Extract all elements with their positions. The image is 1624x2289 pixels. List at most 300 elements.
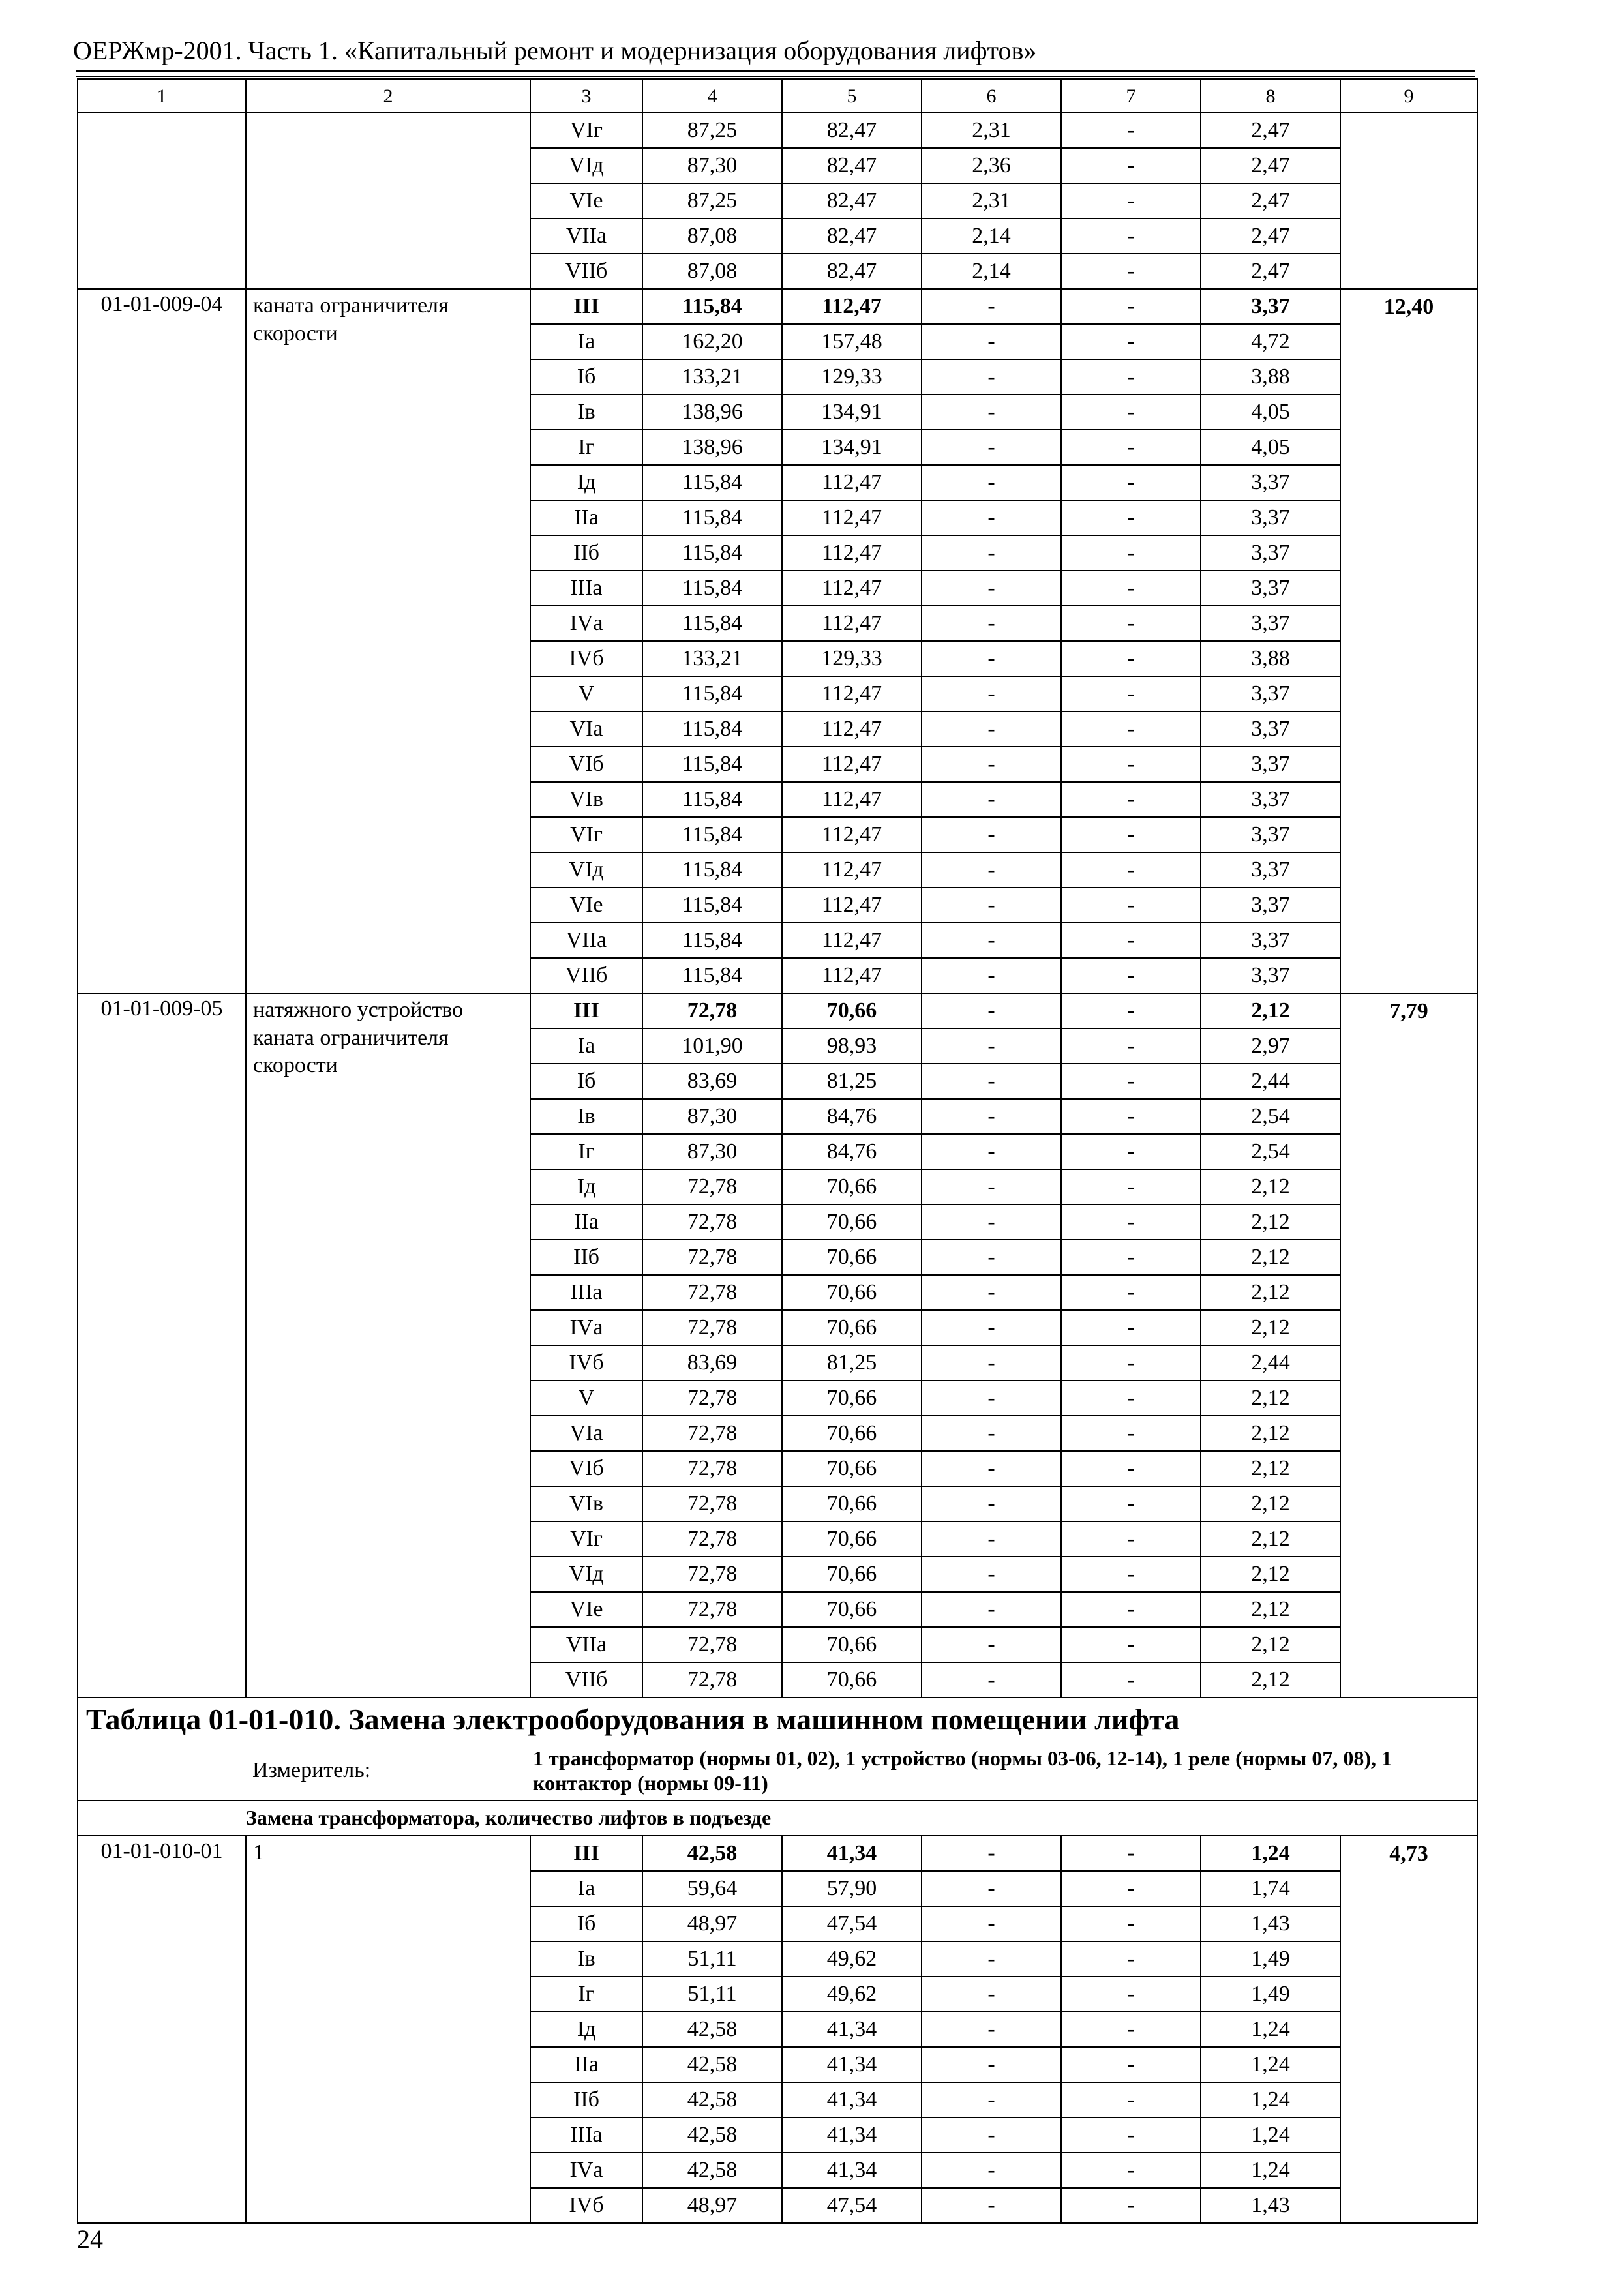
cell-c6: - (922, 1836, 1061, 1871)
cell-c5: 82,47 (782, 183, 922, 218)
column-number: 4 (642, 79, 782, 113)
cell-c8: 2,47 (1201, 183, 1340, 218)
cell-c4: 87,30 (642, 148, 782, 183)
cell-c4: 59,64 (642, 1871, 782, 1906)
cell-c7: - (1061, 747, 1201, 782)
cell-c5: 70,66 (782, 1204, 922, 1240)
cell-c4: 87,30 (642, 1099, 782, 1134)
cell-c4: 72,78 (642, 1451, 782, 1486)
cell-c3: Iа (530, 1871, 642, 1906)
cell-c7: - (1061, 254, 1201, 289)
cell-c5: 82,47 (782, 113, 922, 148)
cell-c7: - (1061, 606, 1201, 641)
cell-c7: - (1061, 817, 1201, 852)
norm-code: 01-01-009-04 (78, 289, 246, 993)
cell-c3: Iг (530, 430, 642, 465)
cell-c8: 2,44 (1201, 1345, 1340, 1381)
norms-table (77, 78, 1478, 2224)
cell-c7: - (1061, 852, 1201, 888)
cell-c5: 157,48 (782, 324, 922, 359)
column-number: 5 (782, 79, 922, 113)
cell-c3: IIа (530, 500, 642, 535)
cell-c8: 4,05 (1201, 395, 1340, 430)
cell-c5: 70,66 (782, 1662, 922, 1698)
cell-c5: 41,34 (782, 2047, 922, 2082)
cell-c4: 42,58 (642, 2047, 782, 2082)
table-row (78, 993, 1477, 1028)
cell-c5: 41,34 (782, 2153, 922, 2188)
cell-c7: - (1061, 430, 1201, 465)
cell-c7: - (1061, 1906, 1201, 1941)
cell-c7: - (1061, 1064, 1201, 1099)
cell-c5: 47,54 (782, 2188, 922, 2223)
norm-code: 01-01-009-05 (78, 993, 246, 1698)
cell-c4: 72,78 (642, 1381, 782, 1416)
cell-c4: 115,84 (642, 958, 782, 993)
cell-c3: V (530, 676, 642, 711)
cell-c7: - (1061, 1836, 1201, 1871)
cell-c4: 133,21 (642, 641, 782, 676)
cell-c3: VIг (530, 817, 642, 852)
cell-c6: - (922, 1941, 1061, 1977)
cell-c8: 2,12 (1201, 1627, 1340, 1662)
column-number: 7 (1061, 79, 1201, 113)
cell-c4: 115,84 (642, 535, 782, 571)
cell-c4: 48,97 (642, 1906, 782, 1941)
meter-row (78, 1741, 1477, 1801)
cell-c5: 112,47 (782, 571, 922, 606)
cell-c8: 3,37 (1201, 852, 1340, 888)
cell-c3: Iг (530, 1977, 642, 2012)
cell-c3: VIа (530, 711, 642, 747)
cell-c8: 2,97 (1201, 1028, 1340, 1064)
cell-c7: - (1061, 535, 1201, 571)
cell-c5: 41,34 (782, 2012, 922, 2047)
cell-c8: 3,88 (1201, 641, 1340, 676)
cell-c8: 1,24 (1201, 2012, 1340, 2047)
cell-c5: 112,47 (782, 711, 922, 747)
cell-c4: 72,78 (642, 1627, 782, 1662)
cell-c4: 115,84 (642, 606, 782, 641)
cell-c3: VIIа (530, 1627, 642, 1662)
cell-c6: - (922, 888, 1061, 923)
cell-c6: - (922, 923, 1061, 958)
cell-c5: 70,66 (782, 1169, 922, 1204)
cell-c8: 2,12 (1201, 1557, 1340, 1592)
cell-c6: - (922, 782, 1061, 817)
cell-c4: 115,84 (642, 676, 782, 711)
table-row (78, 1836, 1477, 1871)
cell-c6: - (922, 1275, 1061, 1310)
cell-c3: VIа (530, 1416, 642, 1451)
cell-c6: - (922, 2117, 1061, 2153)
cell-c3: VIIб (530, 1662, 642, 1698)
cell-c6: - (922, 1977, 1061, 2012)
column-number: 2 (246, 79, 530, 113)
meter-spacer (78, 1741, 246, 1801)
cell-c4: 101,90 (642, 1028, 782, 1064)
cell-c7: - (1061, 1134, 1201, 1169)
cell-c4: 87,25 (642, 183, 782, 218)
cell-c3: Iг (530, 1134, 642, 1169)
cell-c3: Iа (530, 1028, 642, 1064)
cell-c4: 138,96 (642, 395, 782, 430)
cell-c5: 82,47 (782, 254, 922, 289)
cell-c7: - (1061, 1204, 1201, 1240)
cell-c5: 112,47 (782, 852, 922, 888)
cell-c7: - (1061, 923, 1201, 958)
cell-c3: VIIб (530, 254, 642, 289)
table-row (78, 113, 1477, 148)
cell-c3: VIг (530, 1521, 642, 1557)
cell-c5: 41,34 (782, 2082, 922, 2117)
cell-c8: 1,49 (1201, 1941, 1340, 1977)
cell-c8: 3,37 (1201, 958, 1340, 993)
cell-c4: 115,84 (642, 289, 782, 324)
cell-c5: 70,66 (782, 993, 922, 1028)
cell-c4: 72,78 (642, 1169, 782, 1204)
cell-c8: 1,43 (1201, 1906, 1340, 1941)
cell-c4: 72,78 (642, 1592, 782, 1627)
cell-c4: 42,58 (642, 2082, 782, 2117)
cell-c8: 2,47 (1201, 254, 1340, 289)
cell-c5: 112,47 (782, 817, 922, 852)
cell-c6: - (922, 1099, 1061, 1134)
cell-c7: - (1061, 1381, 1201, 1416)
cell-c3: VIе (530, 1592, 642, 1627)
cell-c5: 70,66 (782, 1592, 922, 1627)
cell-c8: 2,12 (1201, 1662, 1340, 1698)
cell-c6: - (922, 500, 1061, 535)
cell-c7: - (1061, 1871, 1201, 1906)
cell-c6: 2,36 (922, 148, 1061, 183)
cell-c6: - (922, 535, 1061, 571)
cell-c5: 57,90 (782, 1871, 922, 1906)
cell-c4: 42,58 (642, 2153, 782, 2188)
cell-c6: - (922, 1871, 1061, 1906)
cell-c7: - (1061, 1099, 1201, 1134)
cell-c8: 2,12 (1201, 1416, 1340, 1451)
cell-c7: - (1061, 641, 1201, 676)
table-title-row (78, 1698, 1477, 1741)
cell-c5: 47,54 (782, 1906, 922, 1941)
cell-c7: - (1061, 1486, 1201, 1521)
cell-c7: - (1061, 2012, 1201, 2047)
cell-c7: - (1061, 782, 1201, 817)
cell-c3: IIа (530, 2047, 642, 2082)
cell-c3: V (530, 1381, 642, 1416)
cell-c5: 112,47 (782, 923, 922, 958)
cell-c5: 49,62 (782, 1977, 922, 2012)
cell-c6: - (922, 1906, 1061, 1941)
cell-c7: - (1061, 571, 1201, 606)
cell-c5: 112,47 (782, 289, 922, 324)
cell-c3: IIа (530, 1204, 642, 1240)
cell-c5: 84,76 (782, 1099, 922, 1134)
cell-c3: IIб (530, 1240, 642, 1275)
cell-c8: 3,37 (1201, 289, 1340, 324)
cell-c8: 4,72 (1201, 324, 1340, 359)
cell-c7: - (1061, 113, 1201, 148)
cell-c8: 1,24 (1201, 2117, 1340, 2153)
cell-c6: - (922, 395, 1061, 430)
cell-c3: III (530, 289, 642, 324)
cell-c5: 41,34 (782, 2117, 922, 2153)
cell-c3: VIд (530, 148, 642, 183)
cell-c6: - (922, 676, 1061, 711)
section-spacer (78, 1801, 246, 1836)
cell-c5: 81,25 (782, 1064, 922, 1099)
cell-c8: 2,12 (1201, 1275, 1340, 1310)
cell-c5: 70,66 (782, 1521, 922, 1557)
cell-c8: 3,37 (1201, 606, 1340, 641)
cell-c6: - (922, 606, 1061, 641)
cell-c4: 115,84 (642, 782, 782, 817)
cell-c8: 2,12 (1201, 1521, 1340, 1557)
norm-description: натяжного устройство каната ограничителя скорости (246, 993, 530, 1698)
cell-c6: - (922, 1557, 1061, 1592)
cell-c5: 49,62 (782, 1941, 922, 1977)
cell-c5: 129,33 (782, 641, 922, 676)
meter-text: 1 трансформатор (нормы 01, 02), 1 устройство (нормы 03-06, 12-14), 1 реле (нормы 07, 08), 1 контактор (нормы 09-11) (530, 1741, 1477, 1801)
cell-c8: 1,24 (1201, 1836, 1340, 1871)
cell-c4: 87,08 (642, 218, 782, 254)
cell-c8: 3,37 (1201, 465, 1340, 500)
cell-c3: IVб (530, 641, 642, 676)
column-number: 1 (78, 79, 246, 113)
cell-c6: - (922, 1310, 1061, 1345)
cell-c3: IIIа (530, 1275, 642, 1310)
cell-c8: 2,12 (1201, 1310, 1340, 1345)
cell-c8: 3,37 (1201, 747, 1340, 782)
norm-code: 01-01-010-01 (78, 1836, 246, 2223)
cell-c7: - (1061, 395, 1201, 430)
cell-c6: - (922, 359, 1061, 395)
cell-c6: - (922, 1064, 1061, 1099)
cell-c8: 2,12 (1201, 1240, 1340, 1275)
cell-c5: 82,47 (782, 218, 922, 254)
cell-c6: - (922, 993, 1061, 1028)
cell-c5: 70,66 (782, 1275, 922, 1310)
cell-c8: 1,49 (1201, 1977, 1340, 2012)
cell-c3: VIв (530, 782, 642, 817)
cell-c7: - (1061, 711, 1201, 747)
norm-total: 12,40 (1340, 289, 1477, 993)
cell-c5: 70,66 (782, 1310, 922, 1345)
cell-c8: 3,37 (1201, 711, 1340, 747)
norm-total: 4,73 (1340, 1836, 1477, 2223)
cell-c5: 129,33 (782, 359, 922, 395)
cell-c4: 115,84 (642, 571, 782, 606)
cell-c4: 162,20 (642, 324, 782, 359)
cell-c7: - (1061, 218, 1201, 254)
cell-c7: - (1061, 1521, 1201, 1557)
cell-c3: Iд (530, 2012, 642, 2047)
cell-c8: 3,37 (1201, 888, 1340, 923)
cell-c6: - (922, 1451, 1061, 1486)
cell-c3: Iв (530, 1941, 642, 1977)
cell-c6: - (922, 817, 1061, 852)
cell-c4: 87,08 (642, 254, 782, 289)
cell-c3: VIб (530, 1451, 642, 1486)
cell-c4: 83,69 (642, 1345, 782, 1381)
cell-c6: - (922, 571, 1061, 606)
meter-label: Измеритель: (246, 1741, 530, 1801)
cell-c6: - (922, 430, 1061, 465)
cell-c7: - (1061, 1557, 1201, 1592)
cell-c5: 70,66 (782, 1381, 922, 1416)
cell-c4: 133,21 (642, 359, 782, 395)
cell-c6: - (922, 1592, 1061, 1627)
cell-c4: 51,11 (642, 1941, 782, 1977)
cell-c6: - (922, 1627, 1061, 1662)
cell-c7: - (1061, 1240, 1201, 1275)
cell-c4: 42,58 (642, 2012, 782, 2047)
cell-c6: - (922, 711, 1061, 747)
cell-c5: 70,66 (782, 1627, 922, 1662)
cell-c4: 72,78 (642, 1521, 782, 1557)
cell-c6: - (922, 2047, 1061, 2082)
cell-c5: 112,47 (782, 606, 922, 641)
cell-c3: IVа (530, 606, 642, 641)
cell-c6: - (922, 958, 1061, 993)
cell-c3: IIб (530, 535, 642, 571)
cell-c8: 1,43 (1201, 2188, 1340, 2223)
empty-code-cell (78, 113, 246, 289)
cell-c5: 82,47 (782, 148, 922, 183)
cell-c4: 115,84 (642, 465, 782, 500)
cell-c3: IVб (530, 1345, 642, 1381)
cell-c3: VIIа (530, 923, 642, 958)
section-heading-row (78, 1801, 1477, 1836)
cell-c4: 87,25 (642, 113, 782, 148)
cell-c5: 98,93 (782, 1028, 922, 1064)
cell-c4: 72,78 (642, 1204, 782, 1240)
norm-description: каната ограничителя скорости (246, 289, 530, 993)
cell-c6: - (922, 1345, 1061, 1381)
cell-c8: 3,37 (1201, 817, 1340, 852)
page-header-title: ОЕРЖмр-2001. Часть 1. «Капитальный ремонт и модернизация оборудования лифтов» (73, 36, 1037, 65)
cell-c4: 115,84 (642, 923, 782, 958)
cell-c7: - (1061, 888, 1201, 923)
cell-c6: 2,31 (922, 113, 1061, 148)
cell-c6: 2,14 (922, 254, 1061, 289)
cell-c6: - (922, 2012, 1061, 2047)
section-heading: Замена трансформатора, количество лифтов в подъезде (246, 1801, 1477, 1836)
cell-c5: 70,66 (782, 1486, 922, 1521)
cell-c6: - (922, 1486, 1061, 1521)
cell-c3: VIд (530, 852, 642, 888)
cell-c3: III (530, 993, 642, 1028)
cell-c6: - (922, 1416, 1061, 1451)
cell-c8: 4,05 (1201, 430, 1340, 465)
cell-c7: - (1061, 465, 1201, 500)
cell-c4: 115,84 (642, 747, 782, 782)
cell-c8: 1,74 (1201, 1871, 1340, 1906)
page-number: 24 (77, 2224, 103, 2254)
cell-c5: 70,66 (782, 1240, 922, 1275)
cell-c7: - (1061, 1310, 1201, 1345)
cell-c7: - (1061, 1627, 1201, 1662)
cell-c4: 42,58 (642, 2117, 782, 2153)
cell-c4: 72,78 (642, 1310, 782, 1345)
cell-c3: Iб (530, 359, 642, 395)
cell-c8: 3,37 (1201, 923, 1340, 958)
cell-c7: - (1061, 324, 1201, 359)
cell-c8: 1,24 (1201, 2082, 1340, 2117)
cell-c8: 2,12 (1201, 1381, 1340, 1416)
cell-c4: 115,84 (642, 711, 782, 747)
cell-c4: 48,97 (642, 2188, 782, 2223)
cell-c5: 70,66 (782, 1557, 922, 1592)
cell-c4: 72,78 (642, 1240, 782, 1275)
cell-c6: - (922, 465, 1061, 500)
cell-c8: 2,12 (1201, 1592, 1340, 1627)
cell-c7: - (1061, 148, 1201, 183)
cell-c6: - (922, 1134, 1061, 1169)
cell-c8: 2,47 (1201, 113, 1340, 148)
cell-c5: 41,34 (782, 1836, 922, 1871)
cell-c8: 3,88 (1201, 359, 1340, 395)
cell-c5: 112,47 (782, 676, 922, 711)
empty-description-cell (246, 113, 530, 289)
cell-c8: 3,37 (1201, 500, 1340, 535)
cell-c5: 112,47 (782, 465, 922, 500)
cell-c3: Iв (530, 1099, 642, 1134)
cell-c8: 2,12 (1201, 1451, 1340, 1486)
cell-c4: 138,96 (642, 430, 782, 465)
cell-c4: 115,84 (642, 500, 782, 535)
cell-c5: 70,66 (782, 1416, 922, 1451)
cell-c4: 72,78 (642, 1416, 782, 1451)
cell-c6: 2,14 (922, 218, 1061, 254)
cell-c3: Iд (530, 465, 642, 500)
cell-c8: 3,37 (1201, 535, 1340, 571)
cell-c6: - (922, 641, 1061, 676)
cell-c7: - (1061, 676, 1201, 711)
norm-total: 7,79 (1340, 993, 1477, 1698)
cell-c7: - (1061, 993, 1201, 1028)
cell-c7: - (1061, 1028, 1201, 1064)
cell-c7: - (1061, 289, 1201, 324)
cell-c3: Iв (530, 395, 642, 430)
cell-c8: 2,12 (1201, 1169, 1340, 1204)
cell-c6: - (922, 2188, 1061, 2223)
cell-c4: 72,78 (642, 1662, 782, 1698)
cell-c8: 2,12 (1201, 993, 1340, 1028)
cell-c3: Iб (530, 1906, 642, 1941)
cell-c7: - (1061, 1592, 1201, 1627)
cell-c5: 81,25 (782, 1345, 922, 1381)
cell-c6: - (922, 1521, 1061, 1557)
column-number-row (78, 79, 1477, 113)
cell-c6: - (922, 289, 1061, 324)
cell-c4: 115,84 (642, 817, 782, 852)
cell-c3: VIг (530, 113, 642, 148)
cell-c7: - (1061, 2153, 1201, 2188)
cell-c8: 2,12 (1201, 1204, 1340, 1240)
cell-c8: 2,47 (1201, 148, 1340, 183)
cell-c4: 87,30 (642, 1134, 782, 1169)
cell-c7: - (1061, 1169, 1201, 1204)
column-number: 8 (1201, 79, 1340, 113)
cell-c7: - (1061, 1416, 1201, 1451)
cell-c5: 112,47 (782, 782, 922, 817)
cell-c3: IVб (530, 2188, 642, 2223)
cell-c5: 112,47 (782, 500, 922, 535)
cell-c3: VIб (530, 747, 642, 782)
cell-c8: 3,37 (1201, 676, 1340, 711)
